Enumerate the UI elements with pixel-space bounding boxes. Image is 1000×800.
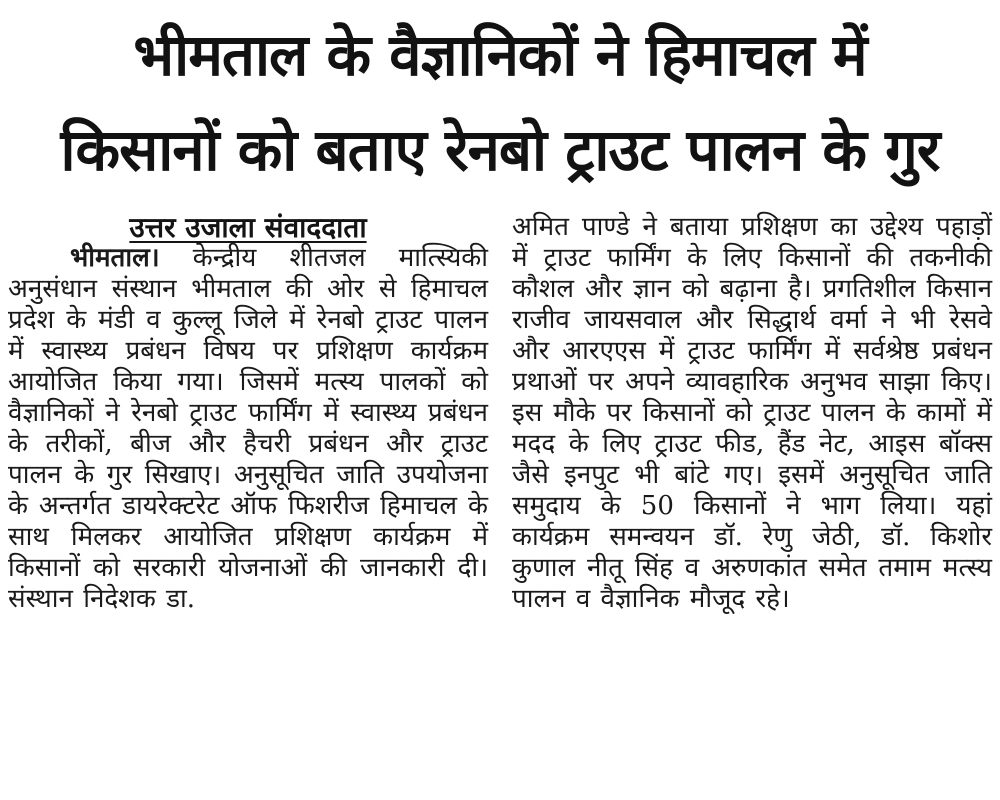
- column-left: [8, 212, 488, 615]
- column-right-text: अमित पाण्डे ने बताया प्रशिक्षण का उद्देश्य पहाड़ों में ट्राउट फार्मिंग के लिए किसानों की तकनीकी कौशल और ज्ञान को बढ़ाना है। प्रगतिशील किसान राजीव जायसवाल और सिद्धार्थ वर्मा ने भी रेसवे और आरएएस में ट्राउट फार्मिंग में सर्वश्रेष्ठ प्रबंधन प्रथाओं पर अपने व्यावहारिक अनुभव साझा किए। इस मौके पर किसानों को ट्राउट पालन के कामों में मदद के लिए ट्राउट फीड, हैंड नेट, आइस बॉक्स जैसे इनपुट भी बांटे गए। इसमें अनुसूचित जाति समुदाय के 50 किसानों ने भाग लिया। यहां कार्यक्रम समन्वयन डॉ. रेणु जेठी, डॉ. किशोर कुणाल नीतू सिंह व अरुणकांत समेत तमाम मत्स्य पालन व वैज्ञानिक मौजूद रहे।: [512, 212, 992, 614]
- paragraph-left: [8, 243, 488, 615]
- article-body: [0, 202, 1000, 615]
- headline-line-1: भीमताल के वैज्ञानिकों ने हिमाचल में: [133, 21, 867, 89]
- headline-line-2: किसानों को बताए रेनबो ट्राउट पालन के गुर: [60, 116, 940, 184]
- column-left-text: केन्द्रीय शीतजल मात्स्यिकी अनुसंधान संस्थान भीमताल की ओर से हिमाचल प्रदेश के मंडी व कुल्लू जिले में रेनबो ट्राउट पालन में स्वास्थ्य प्रबंधन विषय पर प्रशिक्षण कार्यक्रम आयोजित किया गया। जिसमें मत्स्य पालकों को वैज्ञानिकों ने रेनबो ट्राउट फार्मिंग में स्वास्थ्य प्रबंधन के तरीकों, बीज और हैचरी प्रबंधन और ट्राउट पालन के गुर सिखाए। अनुसूचित जाति उपयोजना के अन्तर्गत डायरेक्टरेट ऑफ फिशरीज हिमाचल के साथ मिलकर आयोजित प्रशिक्षण कार्यक्रम में किसानों को सरकारी योजनाओं की जानकारी दी। संस्थान निदेशक डा.: [8, 243, 488, 614]
- column-right: [512, 212, 992, 615]
- dateline: भीमताल।: [70, 243, 160, 273]
- byline: उत्तर उजाला संवाददाता: [129, 211, 367, 244]
- headline: [0, 8, 1000, 198]
